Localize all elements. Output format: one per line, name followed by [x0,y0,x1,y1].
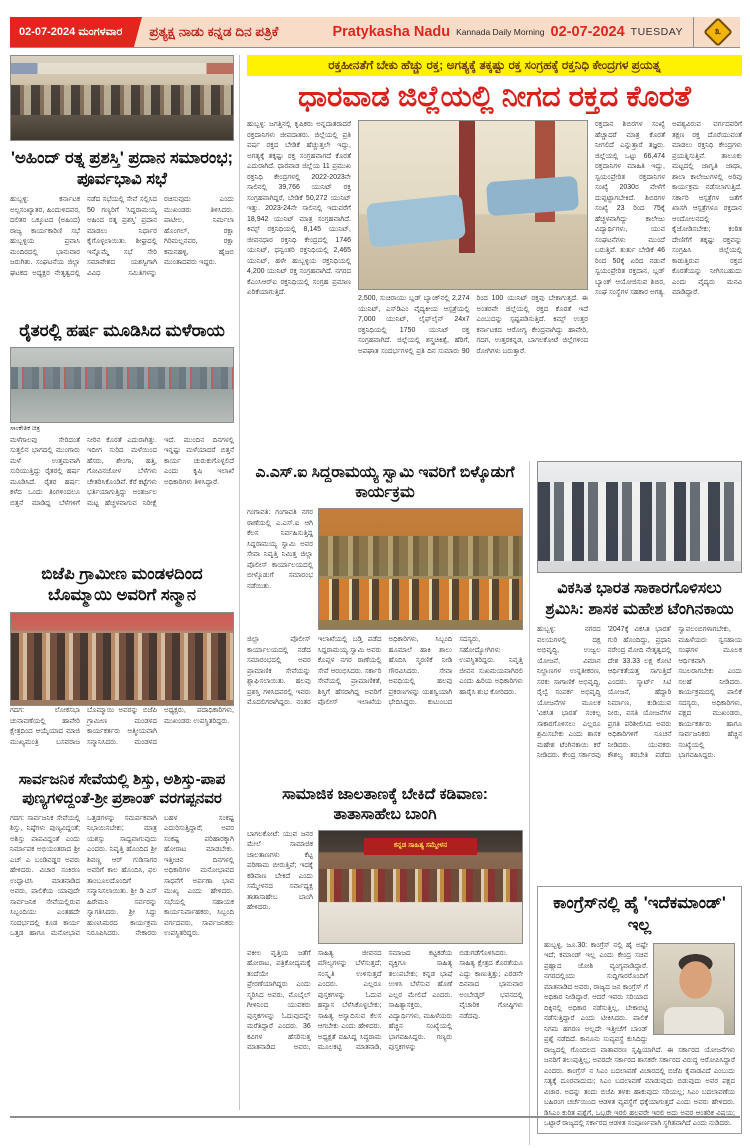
asi-lead-text: ಗಂಗಾವತಿ: ಗಂಗಾವತಿ ನಗರ ಠಾಣೆಯಲ್ಲಿ ಎ.ಎಸ್.ಐ ಆಗಿ ಕೆಲಸ ನಿರ್ವಹಿಸುತ್ತಿದ್ದ ಸಿದ್ದರಾಮಯ್ಯ ಸ್ವಾಮಿ ಅವರ ಸೇವಾ ನಿವೃತ್ತಿ ನಿಮಿತ್ತ ಜಿಲ್ಲಾ ಪೊಲೀಸ್ ಕಾರ್ಯಾಲಯದಲ್ಲಿ ಬೀಳ್ಕೊಡುಗೆ ಸಮಾರಂಭ ನಡೆಯಿತು. [247,509,313,590]
rail-article4-body: ಗದಗ: ಸಾರ್ವಜನಿಕ ಸೇವೆಯಲ್ಲಿ ಶಿಸ್ತು, ನಿಷ್ಠೆಗಳು ಪುಣ್ಯವಿದ್ದಂತೆ; ಅಶಿಸ್ತು ಪಾಪವಿದ್ದಂತೆ ಎಂದು ನಿರ್ಮಾಪಕ ಅಭಿಯಂತರಾದ ಶ್ರೀ ಎಚ್ ಎ ಬಂಡಿವಡ್ಡರ ಅವರು ಹೇಳಿದರು. ವಿಚಾರ ಸಂಕಿರಣ ಉದ್ಘಾಟಿಸಿ ಮಾತನಾಡಿದ ಅವರು, ಪಾಲಿಕೆಯ ಯಾವುದೇ ಸಾರ್ವಜನಿಕ ಸೇವೆಯಲ್ಲಿರುವ ಸಿಬ್ಬಂದಿಯು ಎಂತಹದೇ ಸಂದರ್ಭದಲ್ಲಿ ಕೂಡ ಕಾರ್ಯ ಒತ್ತಡ ಹಾಗೂ ಮನೋಭಾವ ಒತ್ತಡಗಳನ್ನು ಸಮರ್ಪಕವಾಗಿ ನಿಭಾಯಿಸಬೇಕು; ಮಾತ್ರ ಯಶಸ್ಸು ಸಾಧ್ಯವಾಗುವುದು ಎಂದರು. ನಿವೃತ್ತಿ ಹೊಂದಿದ ಶ್ರೀ ಶಿವಣ್ಣ ಆರ್ ಗುಡಿಸಾಗರ ಅವರಿಗೆ ಕಾಲ ಹೊಂದಿಸಿ, ಫಲ ತಾಂಬೂಲದೊಂದಿಗೆ ಸನ್ಮಾನಿಸಲಾಯಿತು. ಶ್ರೀ ಡಿ ಎಸ್ ಹಿರೇಮನಿ ಸರ್ವರನ್ನು ಸ್ವಾಗತಿಸಿದರು. ಶ್ರೀ ಸಿದ್ದು ಹುಣಸಿಮರದ ಕಾರ್ಯಕ್ರಮ ನಿರೂಪಿಸಿದರು. ನೇಕಾರರು ಬಹಳ ಸಂಕಷ್ಟ ಎದುರಿಸುತ್ತಿದ್ದಾರೆ; ಅವರ ಸಂಕಷ್ಟ ಪರಿಹಾರಕ್ಕಾಗಿ ಹೋರಾಟ ಮಾಡಬೇಕು. ಇತ್ತೀಚಿನ ದಿನಗಳಲ್ಲಿ ಅಧಿಕಾರಿಗಳ ಮನೋಭಾವದ ಸಾಧನೆಗೆ ಅರ್ಪಣಾ ಭಾವ ಮುಖ್ಯ ಎಂದು ಹೇಳಿದರು. ಸಭೆಯಲ್ಲಿ ಸಹಾಯಕ ಕಾರ್ಯನಿರ್ವಾಹಕರು, ಸಿಬ್ಬಂದಿ ವರ್ಗದವರು, ಸಾರ್ವಜನಿಕರು ಉಪಸ್ಥಿತರಿದ್ದರು. [10,814,234,938]
photo-dignitaries-band [538,482,741,561]
page-content [10,55,742,1128]
rail-article2-headline: ರೈತರಲ್ಲಿ ಹರ್ಷ ಮೂಡಿಸಿದ ಮಳೆರಾಯ [19,321,225,341]
congress-headline: ಕಾಂಗ್ರೆಸ್‌ನಲ್ಲಿ ಹೈ 'ಇದೆಕಮಾಂಡ್' ಇಲ್ಲ [553,894,726,934]
rail-article4-headline: ಸಾರ್ವಜನಿಕ ಸೇವೆಯಲ್ಲಿ ಶಿಸ್ತು, ಅಶಿಸ್ತು-ಪಾಪ ಪುಣ್ಯಗಳಿದ್ದಂತೆ-ಶ್ರೀ ಪ್ರಶಾಂತ್ ವರಗಪ್ಪನವರ [18,771,226,808]
vikasita-headline: ವಿಕಸಿತ ಭಾರತ ಸಾಕಾರಗೊಳಿಸಲು ಶ್ರಮಿಸಿ: ಶಾಸಕ ಮಹೇಶ ಟೆಂಗಿನಕಾಯಿ [545,580,734,618]
lead-right-columns: ರಕ್ತದಾನ ಶಿಬಿರಗಳ ಸಂಖ್ಯೆ ಹೆಚ್ಚಾದರೆ ಮಾತ್ರ ಕೊರತೆ ನೀಗಲಿದೆ ಎನ್ನುತ್ತಾರೆ ತಜ್ಞರು. ಜಿಲ್ಲೆಯಲ್ಲಿ ಒಟ್ಟು 66,474 ರಕ್ತದಾನಿಗಳ ಮಾಹಿತಿ ಇದ್ದು, ಸ್ವಯಂಪ್ರೇರಿತ ರಕ್ತದಾನಿಗಳ ಸಂಖ್ಯೆ 2030ರ ವೇಳೆಗೆ ದುಪ್ಪಟ್ಟಾಗಬೇಕಿದೆ. ಶಿಬಿರಗಳ ಸಂಖ್ಯೆ 23 ರಿಂದ 75ಕ್ಕೆ ಹೆಚ್ಚಳವಾಗಿದ್ದು ಕಾಲೇಜು ವಿದ್ಯಾರ್ಥಿಗಳು, ಯುವ ಸಂಘಟನೆಗಳು ಮುಂದೆ ಬರುತ್ತಿವೆ. ತುರ್ತು ಬೇಡಿಕೆ 46 ರಿಂದ 50ಕ್ಕೆ ಏರಿದ ನಡುವೆ ಸ್ವಯಂಪ್ರೇರಿತ ರಕ್ತದಾನ, ಬ್ಲಡ್ ಬ್ಯಾಂಕ್ ಆಯೋಜಿಸುವ ಶಿಬಿರ, ಸಂಘ ಸಂಸ್ಥೆಗಳ ಸಹಕಾರ ಅಗತ್ಯ. ಅವಶ್ಯವಿರುವ ವರ್ಗದವರಿಗೆ ತಕ್ಷಣ ರಕ್ತ ದೊರೆಯುವಂತೆ ಮಾಡಲು ರಕ್ತನಿಧಿ ಕೇಂದ್ರಗಳು ಪ್ರಯತ್ನಿಸುತ್ತಿವೆ. ತಾಲೂಕು ಮಟ್ಟದಲ್ಲಿ ಜಾಗೃತಿ ಜಾಥಾ, ಶಾಲಾ ಕಾಲೇಜುಗಳಲ್ಲಿ ಅರಿವು ಕಾರ್ಯಕ್ರಮ ನಡೆಸಲಾಗುತ್ತಿದೆ. ಸರ್ಕಾರಿ ಆಸ್ಪತ್ರೆಗಳ ಜತೆಗೆ ಖಾಸಗಿ ಆಸ್ಪತ್ರೆಗಳೂ ರಕ್ತದಾನ ಆಂದೋಲನದಲ್ಲಿ ಕೈಜೋಡಿಸಬೇಕು; ಕಂಠಿತ ದೇಣಿಗೆಗೆ ತಕ್ಕಷ್ಟು ರಕ್ತವನ್ನು ಸಂಗ್ರಹಿಸಿ ಜಿಲ್ಲೆಯಲ್ಲಿ ಕಾಡುತ್ತಿರುವ ರಕ್ತದ ಕೊರತೆಯನ್ನು ನೀಗಿಸಬಹುದು ಎಂದು ವೈದ್ಯರು ಮನವಿ ಮಾಡಿದ್ದಾರೆ. [595,121,742,297]
sammelana-banner: ಕನ್ನಡ ಸಾಹಿತ್ಯ ಸಮ್ಮೇಳನ [364,838,478,856]
page-number: ೩ [714,25,722,38]
photo-banner-band [11,63,233,75]
photo-crowd-band [11,367,233,389]
masthead-date-box: 02-07-2024 ಮಂಗಳವಾರ [10,17,131,47]
photo-donor-bed [486,175,579,215]
asi-article [247,463,523,775]
asi-photo-row [247,508,523,630]
rain-street-photo [10,347,234,423]
congress-article [537,886,742,1133]
center-column [247,461,529,1144]
photo-people-band [11,633,233,699]
right-column [530,461,742,1144]
masthead-separator [693,17,694,47]
lead-middle-block [358,120,588,454]
bottom-rule [10,1116,740,1118]
asi-photo-wrap [318,508,523,630]
rail-article3-body: ಗದಗ: ಲೋಕಸಭಾ ಚುನಾವಣೆಯಲ್ಲಿ ಹಾವೇರಿ ಕ್ಷೇತ್ರದಿಂದ ಆಯ್ಕೆಯಾದ ಮಾಜಿ ಮುಖ್ಯಮಂತ್ರಿ ಬಸವರಾಜ ಬೊಮ್ಮಾಯಿ ಅವರನ್ನು ಬಿಜೆಪಿ ಗ್ರಾಮೀಣ ಮಂಡಳದ ಕಾರ್ಯಕರ್ತರು ಆತ್ಮೀಯವಾಗಿ ಸನ್ಮಾನಿಸಿದರು. ಮಂಡಳದ ಅಧ್ಯಕ್ಷರು, ಪದಾಧಿಕಾರಿಗಳು, ಮುಖಂಡರು ಉಪಸ್ಥಿತರಿದ್ದರು. [10,707,234,746]
social-lead-text: ಬಾಗಲಕೋಟೆ: ಯುವ ಜನರ ಮೇಲೆ ಸಾಮಾಜಿಕ ಜಾಲತಾಣಗಳು ಕೆಟ್ಟ ಪರಿಣಾಮ ಬೀರುತ್ತಿವೆ; ಇದಕ್ಕೆ ಕಡಿವಾಣ ಬೇಕಿದೆ ಎಂದು ಸಮ್ಮೇಳನದ ಸರ್ವಾಧ್ಯಕ್ಷ ತಾತಾಸಾಹೇಬ ಬಾಂಗಿ ಹೇಳಿದರು. [247,830,313,912]
social-photo-wrap [318,830,523,944]
pralhad-joshi-portrait [653,943,735,1035]
masthead-day: TUESDAY [630,26,683,38]
blood-donation-photo [358,120,588,290]
vikasita-body: ಹುಬ್ಬಳ್ಳಿ: ನಗರದ ವಲಯಗಳಲ್ಲಿ ದಕ್ಷ ಅಭಿವೃದ್ಧಿ, ಉಜ್ವಲ ಯೋಜನೆ, ವಿಮಾನ ನಿಲ್ದಾಣಗಳ ಉನ್ನತೀಕರಣ, ಸರಕು ಸಾಗಾಣಿಕೆ ಅಭಿವೃದ್ಧಿ, ರೈಲ್ವೆ ಸಂಪರ್ಕ ಅಭಿವೃದ್ಧಿ ಯೋಜನೆಗಳ ಮೂಲಕ 'ವಿಕಸಿತ ಭಾರತ' ಸಂಕಲ್ಪ ಸಾಕಾರಗೊಳಿಸಲು ಎಲ್ಲರೂ ಶ್ರಮಿಸಬೇಕು ಎಂದು ಶಾಸಕ ಮಹೇಶ ಟೆಂಗಿನಕಾಯಿ ಕರೆ ನೀಡಿದರು. ಕೇಂದ್ರ ಸರ್ಕಾರವು '2047ಕ್ಕೆ ವಿಕಸಿತ ಭಾರತ' ಗುರಿ ಹೊಂದಿದ್ದು, ಪ್ರಧಾನಿ ನರೇಂದ್ರ ಮೋದಿ ನೇತೃತ್ವದಲ್ಲಿ ದೇಶ 33.33 ಲಕ್ಷ ಕೋಟಿ ಆರ್ಥಿಕತೆಯತ್ತ ಸಾಗುತ್ತಿದೆ ಎಂದರು. ಸ್ಮಾರ್ಟ್ ಸಿಟಿ ಯೋಜನೆ, ಹೆದ್ದಾರಿ ನಿರ್ಮಾಣ, ಕುಡಿಯುವ ನೀರು, ವಸತಿ ಯೋಜನೆಗಳ ಪ್ರಗತಿ ಪರಿಶೀಲಿಸಿದ ಅವರು ಅಧಿಕಾರಿಗಳಿಗೆ ಸೂಚನೆ ನೀಡಿದರು. ಯುವಕರು ಕೌಶಲ್ಯ ತರಬೇತಿ ಪಡೆದು ಸ್ವಾವಲಂಬಿಗಳಾಗಬೇಕು, ಮಹಿಳೆಯರು ಸ್ವಸಹಾಯ ಸಂಘಗಳ ಮೂಲಕ ಆರ್ಥಿಕವಾಗಿ ಸಬಲರಾಗಬೇಕು ಎಂದು ಸಲಹೆ ನೀಡಿದರು. ಕಾರ್ಯಕ್ರಮದಲ್ಲಿ ಪಾಲಿಕೆ ಸದಸ್ಯರು, ಅಧಿಕಾರಿಗಳು, ಪಕ್ಷದ ಮುಖಂಡರು, ಕಾರ್ಯಕರ್ತರು ಹಾಗೂ ಸಾರ್ವಜನಿಕರು ಹೆಚ್ಚಿನ ಸಂಖ್ಯೆಯಲ್ಲಿ ಭಾಗವಹಿಸಿದ್ದರು. [537,626,742,760]
social-photo-row [247,830,523,944]
lead-headline: ಧಾರವಾಡ ಜಿಲ್ಲೆಯಲ್ಲಿ ನೀಗದ ರಕ್ತದ ಕೊರತೆ [298,81,691,113]
masthead-right [332,17,691,47]
rail-article1-headline: 'ಅಹಿಂದ್ ರತ್ನ ಪ್ರಶಸ್ತಿ' ಪ್ರದಾನ ಸಮಾರಂಭ; ಪೂರ್ವಭಾವಿ ಸಭೆ [11,149,233,189]
masthead [10,17,740,48]
sahitya-sammelana-photo [318,830,523,944]
photo-people-band [11,85,233,115]
lower-section [247,461,742,1144]
asi-headline: ಎ.ಎಸ್.ಐ ಸಿದ್ದರಾಮಯ್ಯ ಸ್ವಾಮಿ ಇವರಿಗೆ ಬಿಳ್ಕೊಡುಗೆ ಕಾರ್ಯಕ್ರಮ [255,464,515,502]
rail-article2-body: ಮಳೆಗಾಲವು ಸೇರಿದಂತೆ ಸುತ್ತಲಿನ ಭಾಗದಲ್ಲಿ ಮುಂಗಾರು ಮಳೆ ಉತ್ತಮವಾಗಿ ಸುರಿಯುತ್ತಿದ್ದು ರೈತರಲ್ಲಿ ಹರ್ಷ ಮೂಡಿಸಿದೆ. ರೈತರ ಹರ್ಷ: ಕಳೆದ ಒಂದು ತಿಂಗಳಿಂದಲೂ ಬಿತ್ತನೆ ಮಾಡಿದ್ದ ಬೆಳೆಗಳಿಗೆ ನೀರಿನ ಕೊರತೆ ಎದುರಾಗಿತ್ತು. ಇದೀಗ ಸುರಿದ ಮಳೆಯಿಂದ ಹೆಸರು, ಶೇಂಗಾ, ಹತ್ತಿ, ಗೋವಿನಜೋಳ ಬೆಳೆಗಳು ಚೇತರಿಸಿಕೊಂಡಿವೆ. ಕೆರೆ ಕಟ್ಟೆಗಳು ಭರ್ತಿಯಾಗುತ್ತಿದ್ದು ಅಂತರ್ಜಲ ಮಟ್ಟ ಹೆಚ್ಚಳವಾಗುವ ನಿರೀಕ್ಷೆ ಇದೆ. ಮುಂದಿನ ದಿನಗಳಲ್ಲಿ ಇನ್ನಷ್ಟು ಮಳೆಯಾದರೆ ಬಿತ್ತನೆ ಕಾರ್ಯ ಚುರುಕುಗೊಳ್ಳಲಿದೆ ಎಂದು ಕೃಷಿ ಇಲಾಖೆ ಅಧಿಕಾರಿಗಳು ತಿಳಿಸಿದ್ದಾರೆ. [10,436,234,507]
social-headline: ಸಾಮಾಜಿಕ ಜಾಲತಾಣಕ್ಕೆ ಬೇಕಿದೆ ಕಡಿವಾಣ: ತಾತಾಸಾಹೇಬ ಬಾಂಗಿ [282,786,488,823]
masthead-date: 02-07-2024 [550,24,625,40]
main-area [240,55,742,1128]
paper-name: Pratykasha Nadu [332,24,451,40]
police-farewell-photo [318,508,523,630]
masthead-tagline: ಪ್ರತ್ಯಕ್ಷ ನಾಡು ಕನ್ನಡ ದಿನ ಪತ್ರಿಕೆ [149,24,279,39]
page-number-badge [696,17,740,47]
lead-left-column: ಹುಬ್ಬಳ್ಳಿ: ಜಗತ್ತಿನಲ್ಲಿ ಕೃಷಿಕರು ಅನ್ನದಾತರಾದರೆ ರಕ್ತದಾನಿಗಳು ಜೀವದಾತರು. ಜಿಲ್ಲೆಯಲ್ಲಿ ಪ್ರತಿ ವರ್ಷ ರಕ್ತದ ಬೇಡಿಕೆ ಹೆಚ್ಚುತ್ತಲೇ ಇದ್ದು, ಅಗತ್ಯಕ್ಕೆ ತಕ್ಕಷ್ಟು ರಕ್ತ ಸಂಗ್ರಹವಾಗದೆ ಕೊರತೆ ಎದುರಾಗಿದೆ. ಧಾರವಾಡ ಜಿಲ್ಲೆಯ 11 ಪ್ರಮುಖ ರಕ್ತನಿಧಿ ಕೇಂದ್ರಗಳಲ್ಲಿ 2022-2023ನೇ ಸಾಲಿನಲ್ಲಿ 39,766 ಯುನಿಟ್ ರಕ್ತ ಸಂಗ್ರಹವಾಗಿದ್ದರೆ, ಬೇಡಿಕೆ 50,272 ಯುನಿಟ್ ಇತ್ತು. 2023-24ನೇ ಸಾಲಿನಲ್ಲಿ ಇದುವರೆಗೆ 18,942 ಯುನಿಟ್ ಮಾತ್ರ ಸಂಗ್ರಹವಾಗಿದೆ. ಕಿಮ್ಸ್ ರಕ್ತನಿಧಿಯಲ್ಲಿ 8,145 ಯುನಿಟ್, ಜೀವನಧಾರ ರಕ್ತನಿಧಿ ಕೇಂದ್ರದಲ್ಲಿ 1746 ಯುನಿಟ್, ಧನ್ವಂತರಿ ರಕ್ತನಿಧಿಯಲ್ಲಿ 2,465 ಯುನಿಟ್, ಹಳೇ ಹುಬ್ಬಳ್ಳಿಯ ರಕ್ತನಿಧಿಯಲ್ಲಿ 4,200 ಯುನಿಟ್ ರಕ್ತ ಸಂಗ್ರಹವಾಗಿದೆ. ನಗರದ ಕೆಎಂಸಿಆರ್‌ಐ ರಕ್ತನಿಧಿಯಲ್ಲಿ ಸಂಗ್ರಹ ಪ್ರಮಾಣ ಏರಿಕೆಯಾಗುತ್ತಿದೆ. [247,121,351,297]
masthead-date-notch [131,17,147,47]
portrait-shirt [664,1007,725,1034]
social-media-article [247,785,523,1145]
paper-subtitle: Kannada Daily Morning [456,27,545,37]
photo-dignitaries-band [319,869,522,903]
photo-officers-band [319,536,522,577]
tenginakai-event-photo [537,461,742,573]
congress-body-text: ಹುಬ್ಬಳ್ಳಿ, ಜೂ.30: ಕಾಂಗ್ರೆಸ್ ನಲ್ಲಿ ಹೈ ಅಷ್ಟೇ ಇದೆ; ಕಮಾಂಡ್ ಇಲ್ಲ ಎಂದು ಕೇಂದ್ರ ಸಚಿವ ಪ್ರಹ್ಲಾದ ಜೋಶಿ ವ್ಯಂಗ್ಯವಾಡಿದ್ದಾರೆ. ನಗರದಲ್ಲಿಂದು ಸುದ್ದಿಗಾರರೊಂದಿಗೆ ಮಾತನಾಡಿದ ಅವರು, ರಾಜ್ಯದ ಜನ ಕಾಂಗ್ರೆಸ್ ಗೆ ಅಧಿಕಾರ ನೀಡಿದ್ದಾರೆ. ಆದರೆ ಇವರು ಸರಿಯಾದ ದಿಕ್ಕಿನಲ್ಲಿ ಅಧಿಕಾರ ನಡೆಸುತ್ತಿಲ್ಲ, ಬೇಕಾಬಿಟ್ಟಿ ನಡೆಸುತ್ತಿದ್ದಾರೆ ಎಂದು ಟೀಕಿಸಿದರು. ಪಾಲಿಕೆ ನಿಗಮ ಹಗರಣ ಅಲ್ಲದೇ ಇತ್ತೀಚೆಗೆ ಬಾಂಡ್ ಪ್ರಶ್ನೆ ನಡೆದಿದೆ. ಕಾನೂನು ಸುವ್ಯವಸ್ಥೆ ಕುಸಿದಿದ್ದು ರಾಜ್ಯದಲ್ಲಿ ಗೊಂದಲದ ವಾತಾವರಣ ಸೃಷ್ಟಿಯಾಗಿದೆ. ಈ ಸರ್ಕಾರದ ಯೋಜನೆಗಳು ಜನರಿಗೆ ತಲುಪುತ್ತಿಲ್ಲ; ಅವರದೇ ಸರ್ಕಾರದ ಶಾಸಕರೇ ಸರ್ಕಾರದ ವಿರುದ್ಧ ಆರೋಪಿಸಿದ್ದಾರೆ ಎಂದರು. ಕಾಂಗ್ರೆಸ್ ನ ಸಿಎಂ ಬದಲಾವಣೆ ವಿಚಾರದಲ್ಲಿ ಬಿಜೆಪಿ ಕೈವಾಡವಿದೆ ಎಂಬುದು ಸತ್ಯಕ್ಕೆ ದೂರವಾದುದು; ಸಿಎಂ ಬದಲಾವಣೆ ಮಾಡುವುದು ಬಿಡುವುದು ಅವರ ಪಕ್ಷದ ವಿಚಾರ. ಅದನ್ನು ತಂದು ಬಿಜೆಪಿ ತಳಕು ಹಾಕುವುದು ಸರಿಯಲ್ಲ; ಸಿಎಂ ಬದಲಾವಣೆಯ ಬಹಿರಂಗ ಚರ್ಚೆಯಿಂದ ಆಡಳಿತ ವ್ಯವಸ್ಥೆಗೆ ಧಕ್ಕೆಯಾಗುತ್ತದೆ ಎಂದು ಅವರು ಹೇಳಿದರು. ಡಿಸಿಎಂ ಕುರಿತ ಪ್ರಶ್ನೆಗೆ, ಒಬ್ಬರೇ ಇರಲಿ ಹಲವರೇ ಇರಲಿ ಅದು ಅವರ ಆಂತರಿಕ ವಿಷಯ; ಒಟ್ಟಾರೆ ರಾಜ್ಯದಲ್ಲಿ ಸರ್ಕಾರದ ಆಡಳಿತ ಸಂಪೂರ್ಣವಾಗಿ ಸ್ಥಗಿತವಾಗಿದೆ ಎಂದು ನುಡಿದರು. [544,941,735,1128]
rain-photo-caption: ಸಾಂಕೇತಿಕ ಚಿತ್ರ [10,424,40,432]
asi-body: ಜಿಲ್ಲಾ ಪೊಲೀಸ್ ಕಾರ್ಯಾಲಯದಲ್ಲಿ ನಡೆದ ಸಮಾರಂಭದಲ್ಲಿ ಅವರ ಪ್ರಾಮಾಣಿಕ ಸೇವೆಯನ್ನು ಶ್ಲಾಘಿಸಲಾಯಿತು. ಹಲವು ಪ್ರಶಸ್ತಿ ಗಳಿಸಿದವರಲ್ಲಿ ಇವರು ಮೊದಲಿಗರಾಗಿದ್ದರು. ನಂತರ ಇಲಾಖೆಯಲ್ಲಿ ಬಡ್ತಿ ಪಡೆದ ಸಿದ್ದರಾಮಯ್ಯ ಸ್ವಾಮಿ ಅವರು ಕೊಪ್ಪಳ ನಗರ ಠಾಣೆಯಲ್ಲಿ ಸೇವೆ ಆರಂಭಿಸಿದರು. ಸರ್ಕಾರಿ ಸೇವೆಯಲ್ಲಿ ಪ್ರಾಮಾಣಿಕತೆ, ಶಿಸ್ತಿಗೆ ಹೆಸರಾಗಿದ್ದ ಅವರಿಗೆ ಪೊಲೀಸ್ ಇಲಾಖೆಯ ಅಧಿಕಾರಿಗಳು, ಸಿಬ್ಬಂದಿ ಹೂಮಾಲೆ ಹಾಕಿ ಶಾಲು ಹೊದಿಸಿ ಸ್ಮರಣಿಕೆ ನೀಡಿ ಗೌರವಿಸಿದರು. ಸೇವಾ ಅವಧಿಯಲ್ಲಿ ಹಲವು ಪ್ರಕರಣಗಳನ್ನು ಯಶಸ್ವಿಯಾಗಿ ಭೇದಿಸಿದ್ದರು. ಕುಟುಂಬದ ಸದಸ್ಯರು, ಸಹೋದ್ಯೋಗಿಗಳು ಉಪಸ್ಥಿತರಿದ್ದರು. ನಿವೃತ್ತಿ ಜೀವನ ಸುಖಮಯವಾಗಿರಲಿ ಎಂದು ಹಿರಿಯ ಅಧಿಕಾರಿಗಳು ಹಾರೈಸಿ ಶುಭ ಕೋರಿದರು. [247,636,523,707]
bjp-felicitation-photo [10,612,234,706]
lead-body [247,120,742,454]
lead-below-photo-text: 2,500, ಸುಚಿರಾಯು ಬ್ಲಡ್ ಬ್ಯಾಂಕ್‌ನಲ್ಲಿ 2,274 ಯುನಿಟ್, ಎಸ್‌ಡಿಎಂ ವೈದ್ಯಕೀಯ ಆಸ್ಪತ್ರೆಯಲ್ಲಿ 7,000 ಯುನಿಟ್, ಲೈಫ್‌ಲೈನ್ 24x7 ರಕ್ತನಿಧಿಯಲ್ಲಿ 1750 ಯುನಿಟ್ ರಕ್ತ ಸಂಗ್ರಹವಾಗಿದೆ. ಜಿಲ್ಲೆಯಲ್ಲಿ ಶಸ್ತ್ರಚಿಕಿತ್ಸೆ, ಹೆರಿಗೆ, ಅಪಘಾತ ಸಂದರ್ಭಗಳಲ್ಲಿ ಪ್ರತಿ ದಿನ ಸುಮಾರು 90 ರಿಂದ 100 ಯುನಿಟ್ ರಕ್ತವು ಬೇಕಾಗುತ್ತದೆ. ಈ ಅಂತರವೇ ಜಿಲ್ಲೆಯಲ್ಲಿ ರಕ್ತದ ಕೊರತೆ ಇದೆ ಎಂಬುದನ್ನು ಸ್ಪಷ್ಟಪಡಿಸುತ್ತಿದೆ. ಕಿಮ್ಸ್ ಉತ್ತರ ಕರ್ನಾಟಕದ ಆರೋಗ್ಯ ಕೇಂದ್ರವಾಗಿದ್ದು ಹಾವೇರಿ, ಗದಗ, ಉತ್ತರಕನ್ನಡ, ಬಾಗಲಕೋಟೆ ಜಿಲ್ಲೆಗಳಿಂದ ರೋಗಿಗಳು ಬರುತ್ತಾರೆ. [358,295,588,355]
rail-article1-body: ಹುಬ್ಬಳ್ಳಿ: ಕರ್ನಾಟಕ ಅಲ್ಪಸಂಖ್ಯಾತರ, ಹಿಂದುಳಿದವರ, ದಲಿತರ ಒಕ್ಕೂಟದ (ಅಹಿಂದ) ರಾಜ್ಯ ಕಾರ್ಯಕಾರಿಣಿ ಸಭೆ ಹುಬ್ಬಳ್ಳಿಯ ಪ್ರವಾಸಿ ಮಂದಿರದಲ್ಲಿ ಭಾನುವಾರ ಜರುಗಿತು. ಸಂಘಟನೆಯ ಜಿಲ್ಲಾ ಘಟಕದ ಅಧ್ಯಕ್ಷರ ನೇತೃತ್ವದಲ್ಲಿ ನಡೆದ ಸಭೆಯಲ್ಲಿ ಸೇವೆ ಸಲ್ಲಿಸಿದ 50 ಗಣ್ಯರಿಗೆ 'ಸಿದ್ದರಾಮಯ್ಯ ಅಹಿಂದ ರತ್ನ ಪ್ರಶಸ್ತಿ' ಪ್ರದಾನ ಮಾಡಲು ನಿರ್ಧಾರ ಕೈಗೊಳ್ಳಲಾಯಿತು. ಶೀಘ್ರದಲ್ಲಿ ಇನ್ನೊಮ್ಮೆ ಸಭೆ ಸೇರಿ ಸಮಾವೇಶದ ಯಶಸ್ವಿಗಾಗಿ ವಿವಿಧ ಸಮಿತಿಗಳನ್ನು ರಚಿಸುವುದು ಎಂದು ಮುಖಂಡರು ತಿಳಿಸಿದರು. ಪಾಟೀಲ, ನಿರ್ಮಲಾ ಹೊಂಗಲ್, ರಕ್ಷಾ ಗಿರಿಮಲ್ಲನವರ, ರಕ್ಷಾ ಕಮನಹಳ್ಳಿ, ಹೈಜಬಿ ಮುಂತಾದವರು ಇದ್ದರು. [10,196,234,277]
lead-kicker: ರಕ್ತಹೀನತೆಗೆ ಬೇಕು ಹೆಚ್ಚು ರಕ್ತ; ಅಗತ್ಯಕ್ಕೆ ತಕ್ಕಷ್ಟು ರಕ್ತ ಸಂಗ್ರಹಕ್ಕೆ ರಕ್ತನಿಧಿ ಕೇಂದ್ರಗಳ ಪ್ರಯತ್ನ [247,55,742,76]
photo-seated-band [319,579,522,620]
photo-donor-bed [366,194,466,247]
social-body: ವಕೀಲ ವೃತ್ತಿಯ ಜತೆಗೆ ಹೋರಾಟ, ಪತ್ರಿಕೋದ್ಯಮಕ್ಕೆ ತಂದೆಯೇ ಪ್ರೇರಣೆಯಾಗಿದ್ದರು ಎಂದು ಸ್ಮರಿಸಿದ ಅವರು, ಮೊಬೈಲ್ ಗೀಳಿನಿಂದ ಯುವಕರು ಪುಸ್ತಕಗಳನ್ನು ಓದುವುದನ್ನೇ ಮರೆತಿದ್ದಾರೆ ಎಂದರು. 36 ಕವಿಗಳ ಹೆಸರಿಸುತ್ತ ಮಾತನಾಡಿದ ಅವರು, ಸಾಹಿತ್ಯ ಜೀವನದ ಮೌಲ್ಯಗಳನ್ನು ಬೆಳೆಸುತ್ತದೆ; ಸಂಸ್ಕೃತಿ ಉಳಿಸುತ್ತದೆ ಎಂದರು. ಎಲ್ಲರೂ ಪುಸ್ತಕಗಳನ್ನು ಓದುವ ಹವ್ಯಾಸ ಬೆಳೆಸಿಕೊಳ್ಳಬೇಕು; ಸಾಹಿತ್ಯ ಆಸ್ವಾದಿಸುವ ಕೆಲಸ ಆಗಬೇಕು ಎಂದು ಹೇಳಿದರು. ಅಧ್ಯಕ್ಷತೆ ವಹಿಸಿದ್ದ ಸಿದ್ಧರಾಮ ಮೂಲಕಟ್ಟಿ ಮಾತನಾಡಿ, ಸಮಾಜದ ಕಟ್ಟಕಡೆಯ ವ್ಯಕ್ತಿಗೂ ಸಾಹಿತ್ಯ ತಲುಪಬೇಕು; ಕನ್ನಡ ಭಾಷೆ ಉಳಿಸಿ ಬೆಳೆಸುವ ಹೊಣೆ ಎಲ್ಲರ ಮೇಲಿದೆ ಎಂದರು. ಸಾಹಿತ್ಯಾಸಕ್ತರು, ವಿದ್ಯಾರ್ಥಿಗಳು, ಮಹಿಳೆಯರು ಹೆಚ್ಚಿನ ಸಂಖ್ಯೆಯಲ್ಲಿ ಭಾಗವಹಿಸಿದ್ದರು. ಗಣ್ಯರು ಪುಸ್ತಕಗಳನ್ನು ಬಿಡುಗಡೆಗೊಳಿಸಿದರು. ಸಾಹಿತ್ಯ ಕ್ಷೇತ್ರದ ಕೊರತೆಯೂ ಎದ್ದು ಕಾಣುತ್ತಿತ್ತು; ಎರಡನೇ ದಿನವಾದ ಭಾನುವಾರ ಅಂಬೇಡ್ಕರ್ ಭವನದಲ್ಲಿ ವೈಚಾರಿಕ ಗೋಷ್ಠಿಗಳು ನಡೆದವು. [247,949,523,1052]
ahinda-meeting-photo [10,55,234,141]
rail-article3-headline: ಬಿಜೆಪಿ ಗ್ರಾಮೀಣ ಮಂಡಳದಿಂದ ಬೊಮ್ಮಾಯಿ ಅವರಿಗೆ ಸನ್ಮಾನ [41,564,203,605]
congress-body [544,941,735,1129]
lead-article [247,55,742,454]
left-rail [10,55,239,1110]
